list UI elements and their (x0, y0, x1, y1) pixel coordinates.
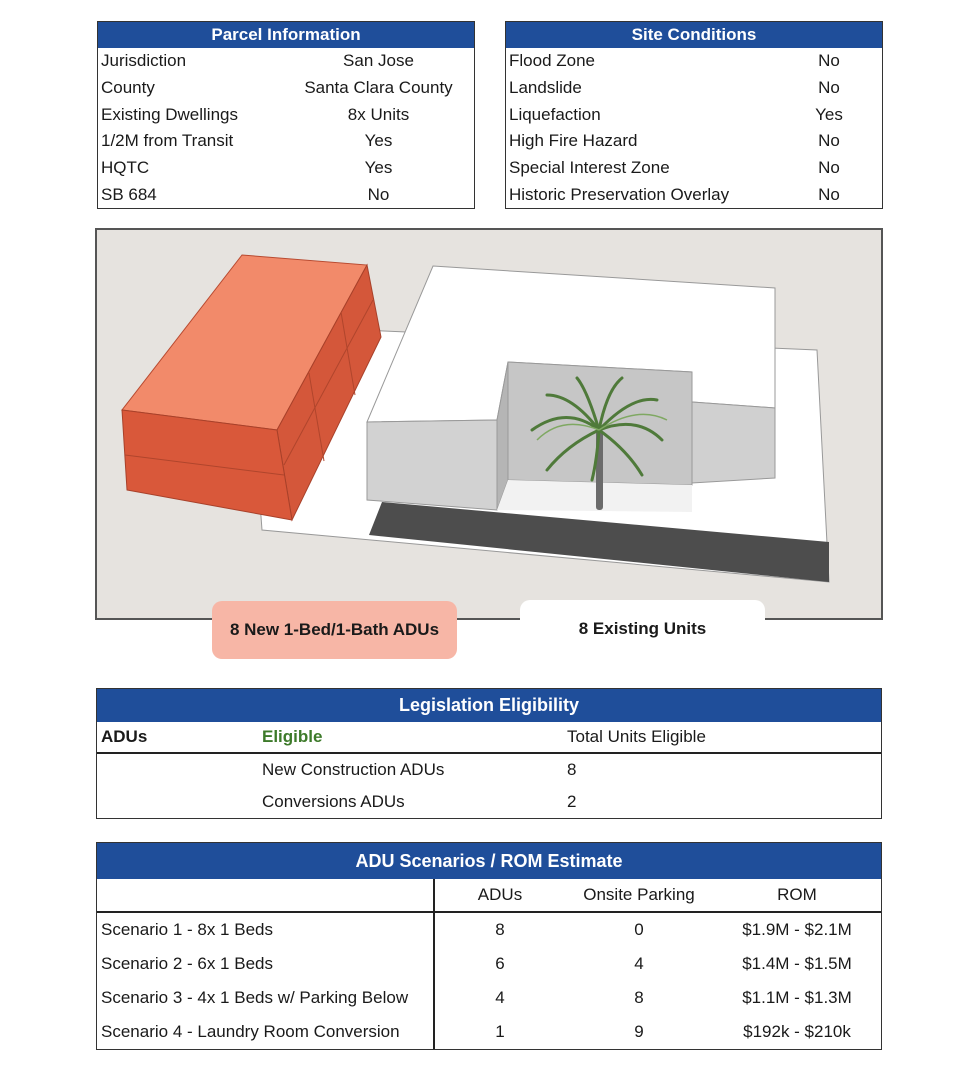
row-value: Yes (815, 104, 843, 124)
site-conditions-title: Site Conditions (506, 22, 882, 48)
scenario-adus: 1 (495, 1022, 505, 1041)
table-header-row (97, 722, 881, 754)
row-label: 1/2M from Transit (101, 131, 234, 151)
total-units-header: Total Units Eligible (567, 727, 706, 746)
table-row (506, 48, 882, 75)
row-label: County (101, 78, 155, 98)
adu-scenarios-table (96, 842, 882, 1050)
row-label: High Fire Hazard (509, 131, 638, 151)
scenario-parking: 0 (634, 920, 644, 939)
table-row (97, 947, 881, 981)
table-row (98, 75, 474, 102)
adu-count: 8 (567, 760, 577, 779)
table-row (506, 101, 882, 128)
row-value: No (818, 184, 840, 204)
table-row (97, 786, 881, 818)
column-header-rom: ROM (777, 885, 817, 904)
parcel-information-title: Parcel Information (98, 22, 474, 48)
massing-svg (97, 230, 881, 618)
row-value: No (818, 158, 840, 178)
adu-type: New Construction ADUs (262, 760, 445, 779)
new-adus-label: 8 New 1-Bed/1-Bath ADUs (212, 601, 457, 659)
scenario-adus: 8 (495, 920, 505, 939)
legislation-eligibility-table (96, 688, 882, 819)
column-header-parking: Onsite Parking (583, 885, 695, 904)
row-label: Special Interest Zone (509, 158, 670, 178)
table-row (98, 48, 474, 75)
row-value: No (818, 131, 840, 151)
scenario-name: Scenario 2 - 6x 1 Beds (97, 947, 435, 981)
row-label: Liquefaction (509, 104, 601, 124)
column-header-adus: ADUs (477, 885, 523, 904)
courtyard-floor (497, 480, 692, 512)
row-label: HQTC (101, 158, 150, 178)
scenario-name: Scenario 3 - 4x 1 Beds w/ Parking Below (97, 981, 435, 1015)
row-value: Santa Clara County (304, 78, 453, 98)
row-label: Flood Zone (509, 51, 595, 71)
eligibility-status: Eligible (262, 727, 323, 746)
row-value: Yes (364, 131, 393, 151)
table-header-row (97, 879, 881, 913)
existing-building-right-wall (692, 402, 775, 483)
site-massing-illustration (95, 228, 883, 620)
scenario-adus: 4 (495, 988, 505, 1007)
scenario-parking: 9 (634, 1022, 644, 1041)
scenario-rom: $1.9M - $2.1M (742, 920, 852, 939)
adu-count: 2 (567, 792, 577, 811)
table-row (98, 101, 474, 128)
table-row (97, 913, 881, 947)
existing-building-left-wall (367, 420, 497, 510)
existing-units-label: 8 Existing Units (520, 600, 765, 648)
column-header (97, 879, 435, 911)
table-row (98, 181, 474, 208)
row-label: Existing Dwellings (101, 104, 238, 124)
row-value: 8x Units (347, 104, 410, 124)
row-value: San Jose (343, 51, 414, 71)
row-label: Jurisdiction (101, 51, 187, 71)
site-conditions-table (505, 21, 883, 209)
table-row (506, 155, 882, 182)
row-label: Landslide (509, 78, 582, 98)
scenario-name: Scenario 1 - 8x 1 Beds (97, 913, 435, 947)
table-row (506, 181, 882, 208)
table-row (506, 75, 882, 102)
row-label: Historic Preservation Overlay (509, 184, 730, 204)
row-value: No (367, 184, 390, 204)
scenario-rom: $1.1M - $1.3M (742, 988, 852, 1007)
row-label: SB 684 (101, 184, 157, 204)
adu-type: Conversions ADUs (262, 792, 405, 811)
row-value: No (818, 78, 840, 98)
table-row (97, 981, 881, 1015)
table-row (98, 155, 474, 182)
row-value: Yes (364, 158, 393, 178)
category-label: ADUs (101, 727, 148, 746)
row-value: No (818, 51, 840, 71)
scenario-parking: 8 (634, 988, 644, 1007)
scenario-name: Scenario 4 - Laundry Room Conversion (97, 1015, 435, 1049)
scenario-parking: 4 (634, 954, 644, 973)
table-row (506, 128, 882, 155)
scenario-rom: $192k - $210k (743, 1022, 851, 1041)
legislation-title: Legislation Eligibility (97, 689, 881, 722)
parcel-information-table (97, 21, 475, 209)
table-row (97, 754, 881, 786)
scenarios-title: ADU Scenarios / ROM Estimate (97, 843, 881, 879)
table-row (97, 1015, 881, 1049)
table-row (98, 128, 474, 155)
scenario-adus: 6 (495, 954, 505, 973)
scenario-rom: $1.4M - $1.5M (742, 954, 852, 973)
